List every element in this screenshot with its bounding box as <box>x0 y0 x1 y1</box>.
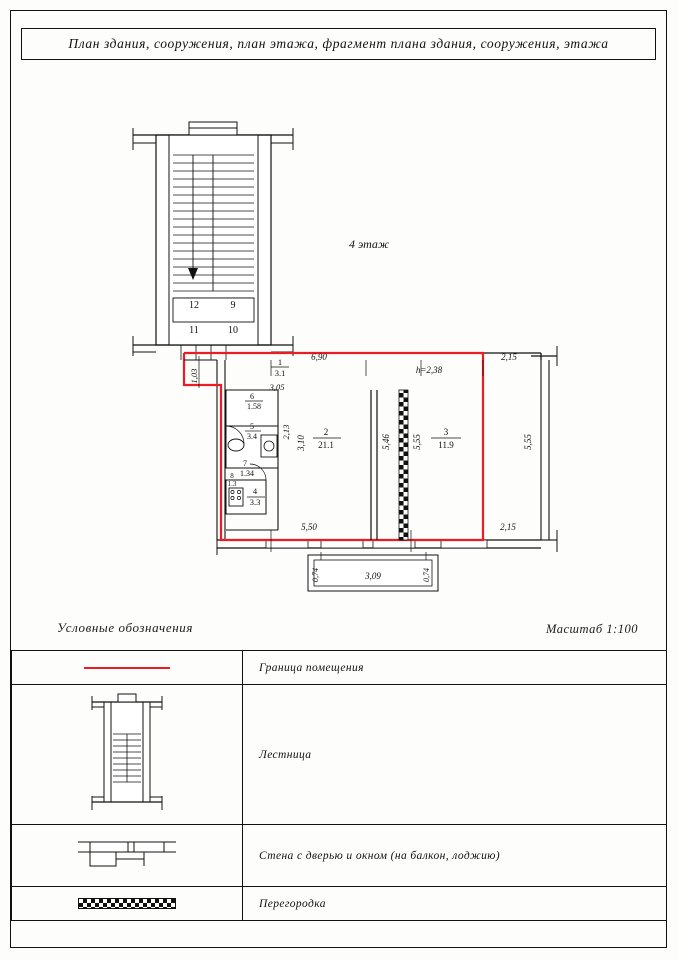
legend-row-staircase <box>12 685 667 825</box>
page-title: План здания, сооружения, план этажа, фрагмент плана здания, сооружения, этажа <box>68 36 609 51</box>
staircase-icon <box>82 688 172 816</box>
legend-header-row <box>21 618 656 648</box>
dim-inner-vertical-1: 2,13 <box>281 424 291 440</box>
legend-symbol-cell-wall <box>12 825 243 887</box>
stair-room-10: 10 <box>228 325 238 336</box>
dim-top-left-vertical: 1,03 <box>189 368 199 384</box>
dim-right-vertical: 5,55 <box>523 434 533 450</box>
room-7-number: 7 <box>243 459 247 468</box>
floor-plan-svg <box>21 60 656 620</box>
ceiling-height-note: h=2,38 <box>415 365 443 375</box>
legend-table <box>11 650 667 921</box>
legend-row-wall-door-window <box>12 825 667 887</box>
room-6-number: 6 <box>250 392 254 401</box>
room-2-area: 21.1 <box>318 440 334 450</box>
floor-plan-drawing <box>21 60 656 620</box>
room-8-area: 1.3 <box>227 480 237 488</box>
document-title-box <box>21 28 656 60</box>
legend-row-boundary <box>12 651 667 685</box>
dim-balcony-right: 0,74 <box>422 568 431 582</box>
dim-top-span-2: 2,15 <box>501 352 517 362</box>
wall-with-door-and-window-icon <box>72 830 182 876</box>
room-3-area: 11.9 <box>438 440 454 450</box>
room-5-number: 5 <box>250 422 254 431</box>
dim-inner-vertical-2: 3,10 <box>296 435 306 451</box>
legend-symbol-cell-staircase <box>12 685 243 825</box>
room-4-area: 3.3 <box>249 497 261 507</box>
room-3-number: 3 <box>443 427 449 437</box>
room-1-number: 1 <box>277 357 283 367</box>
partition-hatch-icon <box>78 898 176 909</box>
stair-room-12: 12 <box>189 300 199 311</box>
legend-label-partition: Перегородка <box>243 887 667 921</box>
stair-room-9: 9 <box>230 300 236 311</box>
legend-symbol-cell-boundary <box>12 651 243 685</box>
room-6-area: 1.58 <box>247 402 261 411</box>
legend-label-staircase: Лестница <box>243 685 667 825</box>
dim-bottom-span-1: 5,50 <box>301 522 317 532</box>
room-1-area: 3.1 <box>274 368 286 378</box>
room-4-number: 4 <box>252 486 258 496</box>
scale-label: Масштаб 1:100 <box>546 622 638 636</box>
room-8-number: 8 <box>230 472 234 480</box>
legend-label-boundary: Граница помещения <box>243 651 667 685</box>
dim-balcony-center: 3,09 <box>365 571 381 581</box>
room-2-number: 2 <box>323 427 329 437</box>
floor-label: 4 этаж <box>348 237 390 251</box>
dim-balcony-left: 0,74 <box>311 568 320 582</box>
red-boundary-line-icon <box>84 667 170 669</box>
legend-title: Условные обозначения <box>57 620 193 635</box>
legend-symbol-cell-partition <box>12 887 243 921</box>
dim-inner-vertical-3: 5,46 <box>381 434 391 450</box>
dim-inner-vertical-4: 5,55 <box>412 434 422 450</box>
dim-top-left-below: 3,05 <box>269 382 285 392</box>
room-7-area: 1.34 <box>240 469 254 478</box>
dim-bottom-span-2: 2,15 <box>500 522 516 532</box>
room-5-area: 3.4 <box>247 432 257 441</box>
dim-top-span-1: 6,90 <box>311 352 327 362</box>
legend-label-wall: Стена с дверью и окном (на балкон, лоджию) <box>243 825 667 887</box>
legend-row-partition <box>12 887 667 921</box>
stair-room-11: 11 <box>189 325 199 336</box>
